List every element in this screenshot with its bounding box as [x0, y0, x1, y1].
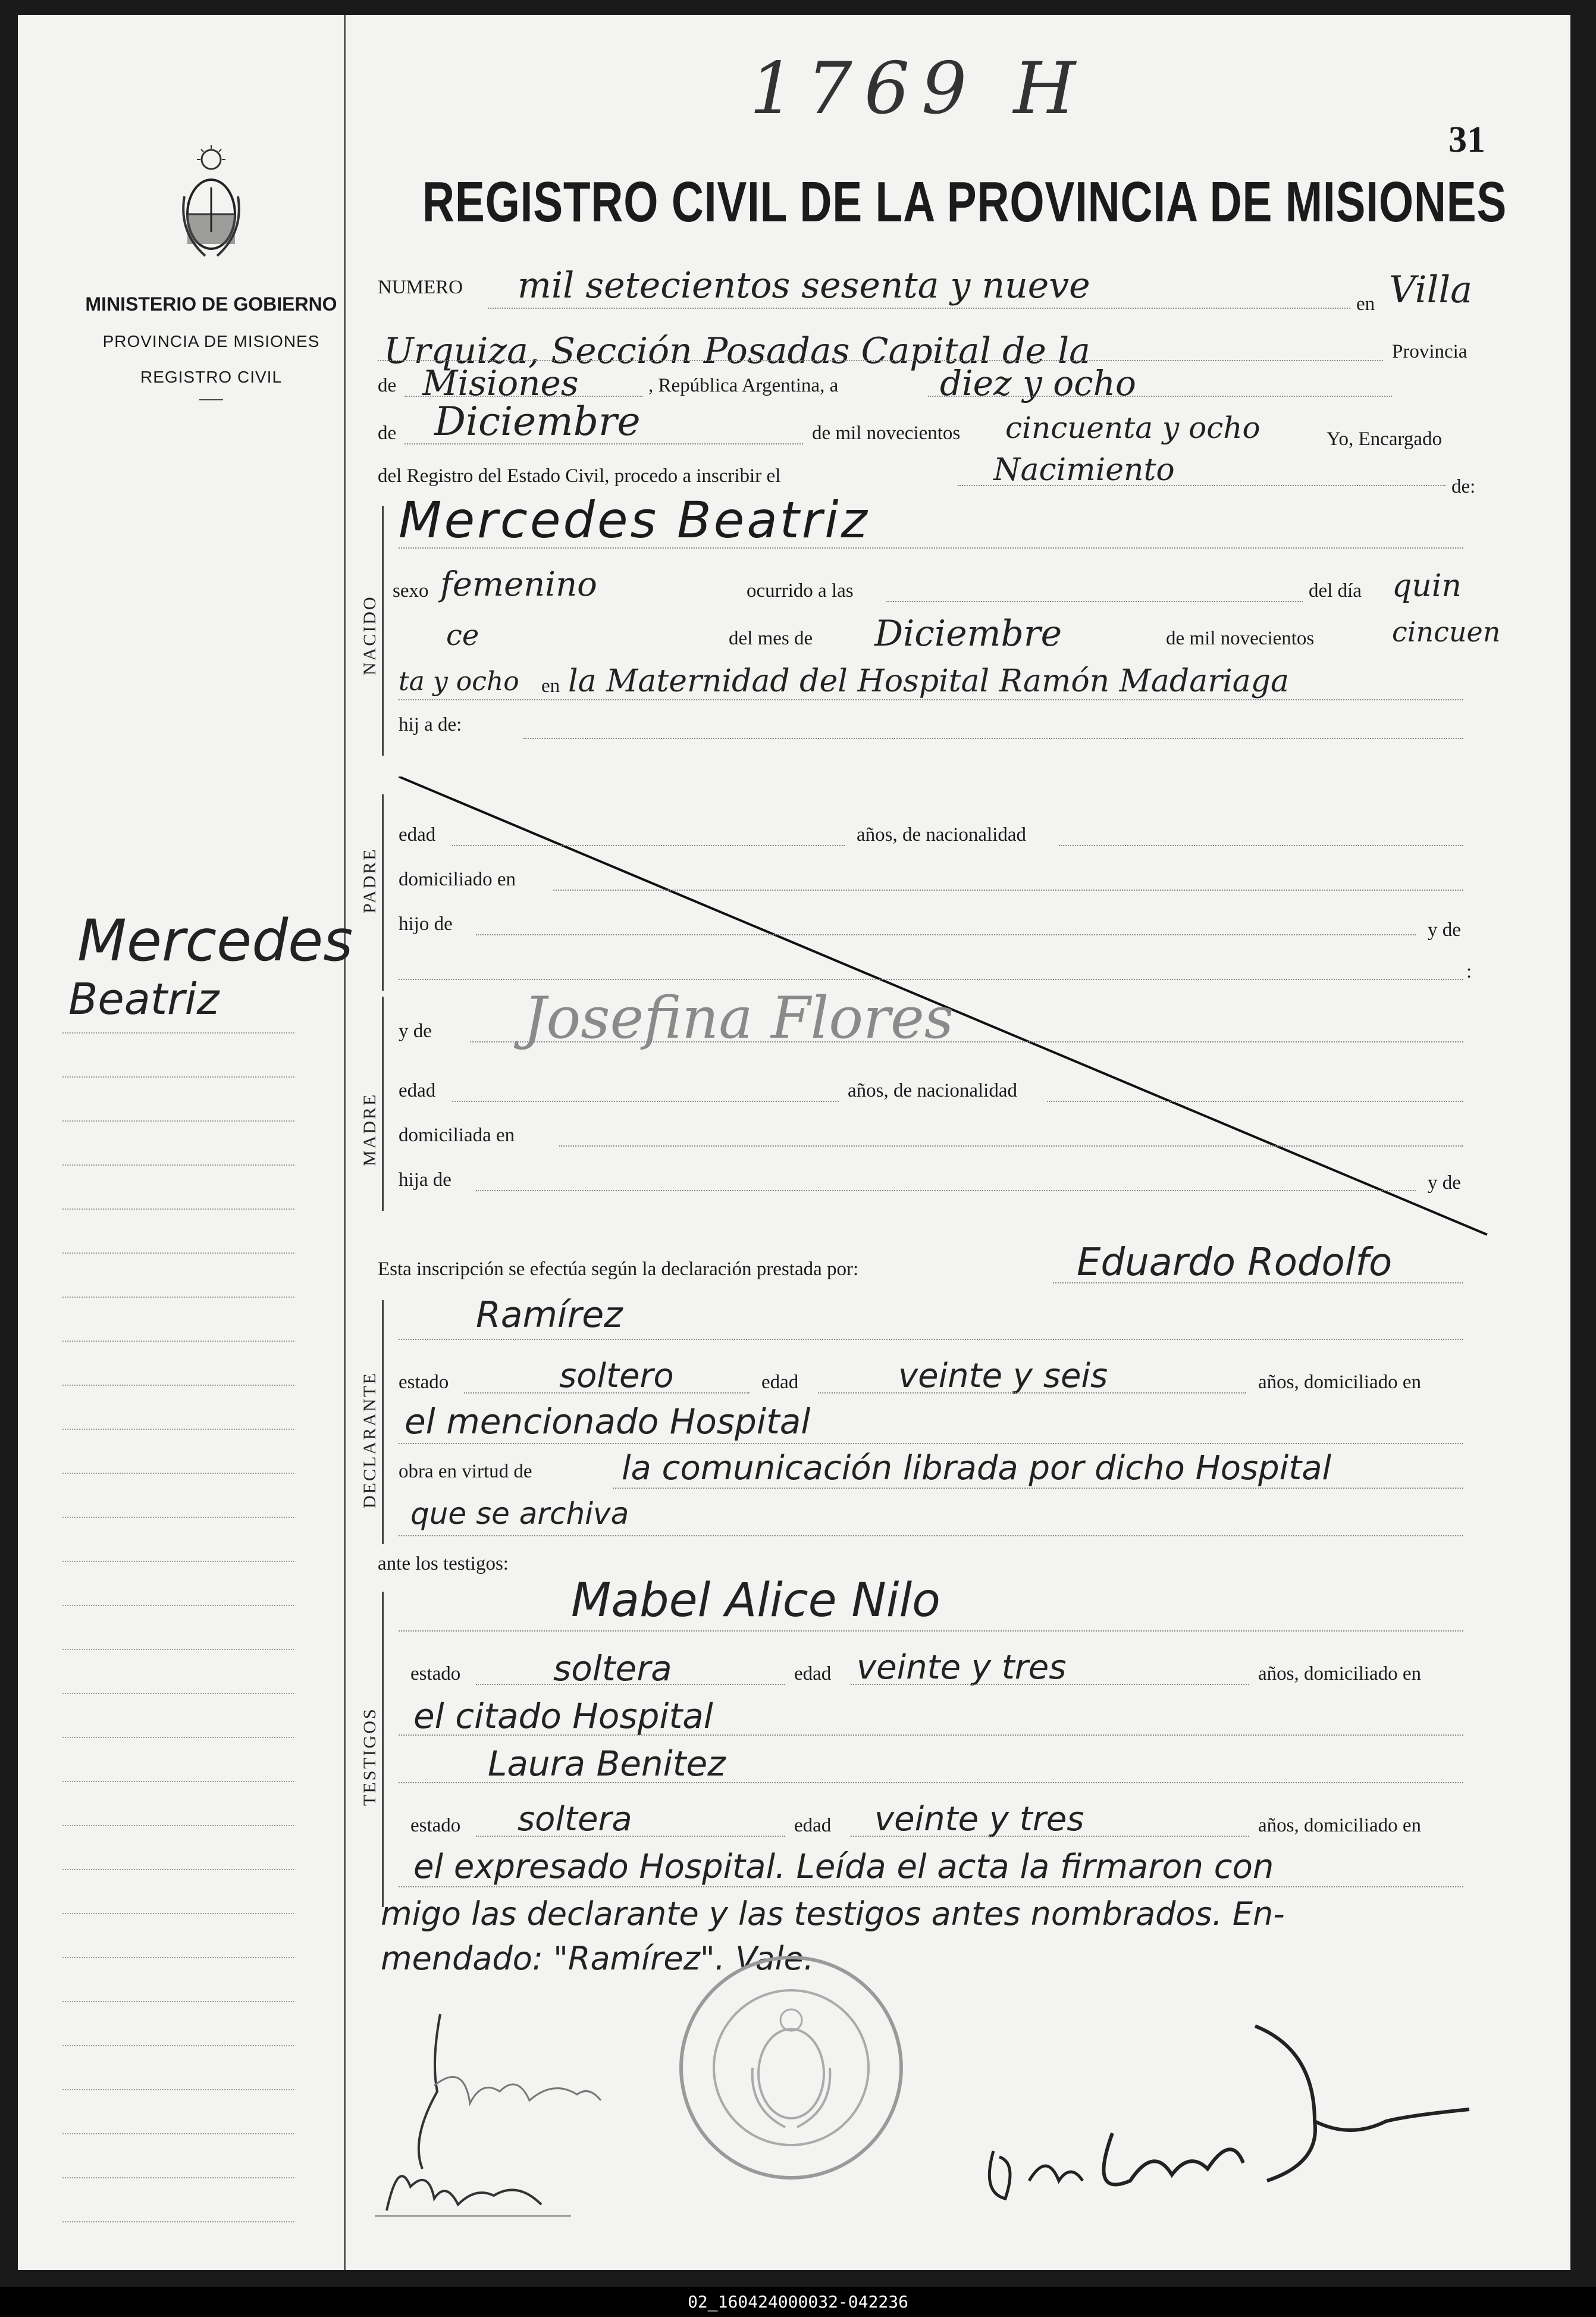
- margin-rule: [62, 1032, 294, 1034]
- del-mes-label: del mes de: [729, 628, 813, 649]
- margin-rule: [62, 1957, 294, 1958]
- madre-nombre-value: Josefina Flores: [523, 985, 954, 1051]
- testigo-1-edad-value: veinte y tres: [857, 1648, 1067, 1687]
- margin-rule: [62, 2045, 294, 2046]
- sexo-label: sexo: [393, 580, 429, 602]
- padre-hijo-de-label: hijo de: [399, 913, 453, 935]
- declarante-domiciliado-label: años, domiciliado en: [1258, 1372, 1422, 1393]
- register-number-handwritten: 1769 H: [750, 48, 1088, 130]
- margin-rule: [62, 1737, 294, 1738]
- nacido-section-label: NACIDO: [360, 595, 380, 675]
- numero-label: NUMERO: [378, 277, 463, 298]
- margin-rule: [62, 1076, 294, 1078]
- padre-colon: :: [1466, 961, 1472, 982]
- official-seal-stamp: [672, 1949, 910, 2187]
- declarante-domicilio-value: el mencionado Hospital: [405, 1401, 811, 1442]
- testigo-2-estado-value: soltera: [518, 1800, 632, 1839]
- margin-rule: [62, 2089, 294, 2090]
- declarante-nombre-2: Ramírez: [476, 1294, 623, 1336]
- page-number: 31: [1448, 120, 1485, 160]
- padre-section-bar: [382, 794, 388, 991]
- madre-y-de-label: y de: [399, 1020, 432, 1042]
- de-colon-label: de:: [1451, 476, 1476, 497]
- obra-value-2: que se archiva: [410, 1496, 629, 1531]
- margin-rule: [62, 2221, 294, 2222]
- acto-value: Nacimiento: [993, 452, 1175, 488]
- yo-encargado-label: Yo, Encargado: [1327, 428, 1443, 450]
- officer-signature-image: [934, 2002, 1481, 2216]
- lugar-value-1: Villa: [1389, 268, 1473, 311]
- declarante-estado-label: estado: [399, 1372, 449, 1393]
- en-lugar-label: en: [541, 675, 560, 697]
- anio-value-1: cincuen: [1392, 616, 1501, 648]
- nacido-section-bar: [382, 506, 388, 756]
- testigos-section-label: TESTIGOS: [360, 1707, 380, 1806]
- madre-hija-de-label: hija de: [399, 1169, 451, 1191]
- testigo-1-edad-label: edad: [794, 1663, 832, 1684]
- de-label-2: de: [378, 422, 397, 444]
- declarante-edad-label: edad: [761, 1372, 799, 1393]
- en-label: en: [1356, 293, 1375, 315]
- margin-divider: [344, 15, 346, 2270]
- cierre-line-1: migo las declarante y las testigos antes nombrados. En-: [381, 1895, 1285, 1933]
- margin-name-second: Beatriz: [68, 974, 220, 1024]
- margin-rule: [62, 1297, 294, 1298]
- anio-value-2: ta y ocho: [399, 666, 519, 697]
- nacido-mes-value: Diciembre: [874, 613, 1062, 655]
- republica-label: , República Argentina, a: [648, 375, 839, 396]
- margin-rule: [62, 1605, 294, 1606]
- margin-name-first: Mercedes: [77, 907, 353, 974]
- margin-rule: [62, 1693, 294, 1694]
- page-title: REGISTRO CIVIL DE LA PROVINCIA DE MISIONES: [422, 170, 1507, 234]
- testigo-1-estado-label: estado: [410, 1663, 461, 1684]
- margin-rule: [62, 1164, 294, 1166]
- witness-signatures-image: [375, 1990, 684, 2216]
- testigo-2-edad-value: veinte y tres: [874, 1800, 1084, 1839]
- declarante-edad-value: veinte y seis: [898, 1357, 1108, 1395]
- dia-value-1: quin: [1392, 568, 1462, 604]
- testigo-2-domiciliado-label: años, domiciliado en: [1258, 1815, 1422, 1836]
- ocurrido-label: ocurrido a las: [747, 580, 854, 602]
- margin-rule: [62, 2133, 294, 2134]
- declarante-estado-value: soltero: [559, 1357, 674, 1395]
- padre-y-de-label: y de: [1428, 919, 1461, 941]
- lugar-nacimiento-value: la Maternidad del Hospital Ramón Madariaga: [568, 663, 1289, 699]
- numero-value: mil setecientos sesenta y nueve: [518, 265, 1090, 306]
- coat-of-arms-icon: [178, 143, 244, 262]
- declaracion-label: Esta inscripción se efectúa según la declaración prestada por:: [378, 1258, 859, 1280]
- margin-rule: [62, 1473, 294, 1474]
- de-label: de: [378, 375, 397, 396]
- registro-label: del Registro del Estado Civil, procedo a inscribir el: [378, 465, 781, 487]
- lugar-value-2: Urquiza, Sección Posadas Capital de la: [384, 330, 1090, 372]
- margin-rule: [62, 1208, 294, 1210]
- testigos-section-bar: [382, 1592, 388, 1907]
- ministry-province: PROVINCIA DE MISIONES: [102, 332, 320, 350]
- mes-value: Diciembre: [434, 399, 641, 444]
- madre-section-label: MADRE: [360, 1092, 380, 1166]
- ministry-title: MINISTERIO DE GOBIERNO: [85, 293, 337, 315]
- mil-label: de mil novecientos: [1166, 628, 1315, 649]
- margin-rule: [62, 1649, 294, 1650]
- de-mil-label: de mil novecientos: [812, 422, 961, 444]
- margin-rule: [62, 1429, 294, 1430]
- testigo-2-domicilio-value: el expresado Hospital. Leída el acta la firmaron con: [413, 1848, 1274, 1886]
- del-dia-label: del día: [1309, 580, 1362, 602]
- testigo-2-estado-label: estado: [410, 1815, 461, 1836]
- testigo-1-domiciliado-label: años, domiciliado en: [1258, 1663, 1422, 1684]
- margin-rule: [62, 1341, 294, 1342]
- testigo-2-edad-label: edad: [794, 1815, 832, 1836]
- padre-anios-label: años, de nacionalidad: [857, 824, 1026, 846]
- declarante-section-bar: [382, 1300, 388, 1544]
- declarante-section-label: DECLARANTE: [360, 1372, 380, 1508]
- margin-rule: [62, 1825, 294, 1826]
- margin-rule: [62, 1561, 294, 1562]
- padre-domiciliado-label: domiciliado en: [399, 869, 516, 890]
- margin-rule: [62, 1517, 294, 1518]
- padre-section-label: PADRE: [360, 847, 380, 913]
- padre-edad-label: edad: [399, 824, 436, 846]
- testigo-2-nombre: Laura Benitez: [488, 1743, 726, 1784]
- madre-edad-label: edad: [399, 1080, 436, 1101]
- obra-label: obra en virtud de: [399, 1461, 532, 1482]
- testigos-intro-label: ante los testigos:: [378, 1553, 509, 1574]
- margin-rule: [62, 2001, 294, 2002]
- provincia-label: Provincia: [1392, 341, 1468, 362]
- madre-y-de-label-2: y de: [1428, 1172, 1461, 1194]
- margin-rule: [62, 1781, 294, 1782]
- nacido-nombre: Mercedes Beatriz: [399, 491, 870, 549]
- declarante-nombre-1: Eduardo Rodolfo: [1077, 1241, 1393, 1285]
- sexo-value: femenino: [440, 565, 597, 604]
- hija-de-label: hij a de:: [399, 714, 462, 735]
- margin-rule: [62, 1120, 294, 1122]
- madre-domiciliada-label: domiciliada en: [399, 1125, 515, 1146]
- margin-rule: [62, 1385, 294, 1386]
- dia-value-2: ce: [446, 619, 479, 652]
- testigo-1-domicilio-value: el citado Hospital: [413, 1696, 713, 1736]
- obra-value: la comunicación librada por dicho Hospital: [622, 1449, 1332, 1488]
- register-page: [18, 15, 1570, 2270]
- testigo-1-nombre: Mabel Alice Nilo: [571, 1574, 940, 1627]
- ministry-registry: REGISTRO CIVIL: [140, 368, 283, 386]
- dia-value: diez y ocho: [940, 363, 1136, 403]
- image-id-footer: 02_160424000032-042236: [0, 2287, 1596, 2317]
- madre-anios-label: años, de nacionalidad: [848, 1080, 1017, 1101]
- margin-rule: [62, 2177, 294, 2178]
- provincia-value: Misiones: [422, 363, 579, 403]
- anio-value: cincuenta y ocho: [1005, 411, 1261, 445]
- margin-rule: [62, 1253, 294, 1254]
- cierre-line-2: mendado: "Ramírez". Vale.: [381, 1940, 814, 1977]
- margin-rule: [62, 1913, 294, 1914]
- ministry-divider: ——: [199, 393, 223, 406]
- margin-rule: [62, 1869, 294, 1870]
- testigo-1-estado-value: soltera: [553, 1648, 672, 1689]
